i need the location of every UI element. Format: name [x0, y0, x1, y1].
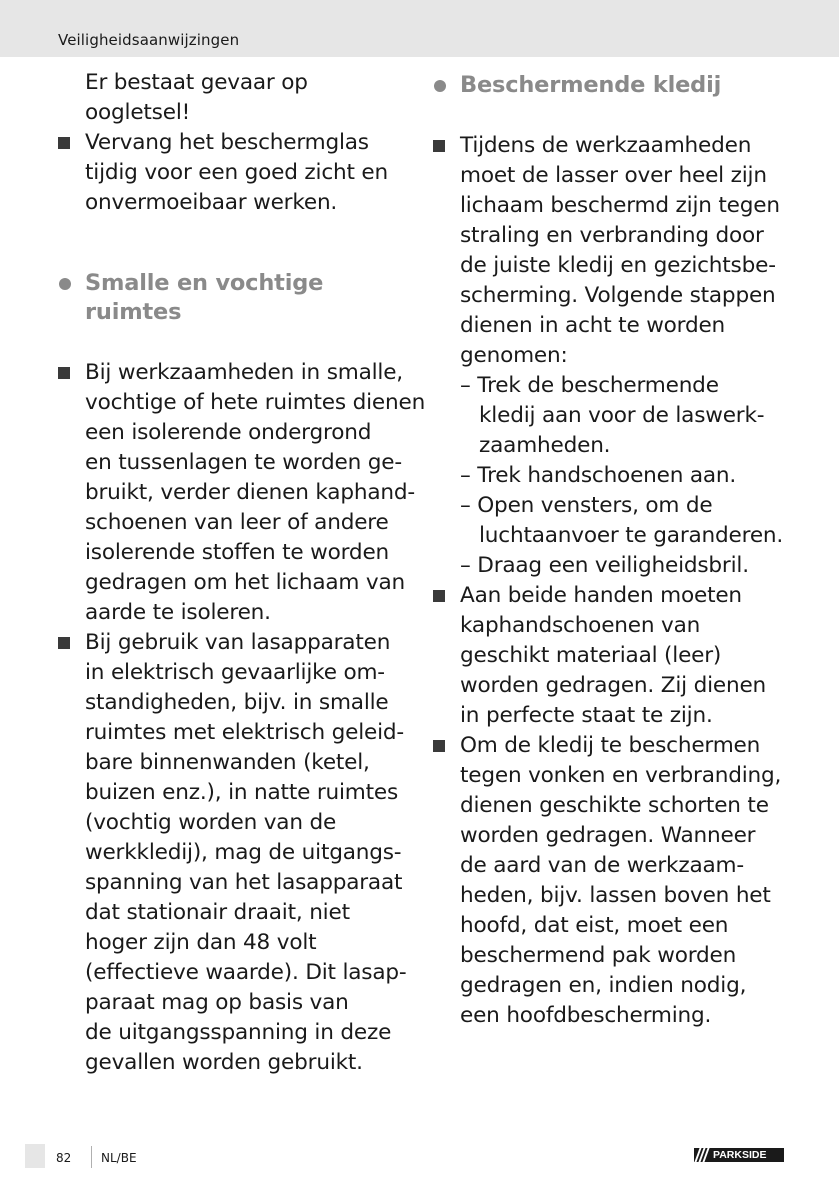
text-line: gedragen en, indien nodig, — [460, 973, 747, 998]
text-line: – Open vensters, om de — [460, 493, 713, 518]
text-line: (vochtig worden van de — [85, 810, 337, 835]
text-line: vochtige of hete ruimtes dienen — [85, 390, 426, 415]
footer-marker — [25, 1144, 45, 1168]
square-bullet-icon — [58, 367, 70, 379]
section-heading-protective-clothing — [433, 71, 785, 100]
text-line: straling en verbranding door — [460, 223, 764, 248]
text-line: zaamheden. — [479, 433, 611, 458]
dash-item — [460, 491, 785, 551]
brand-stripes-icon — [694, 1148, 710, 1162]
left-column — [58, 68, 426, 1078]
text-line: dienen geschikte schorten te — [460, 793, 769, 818]
text-line: gevallen worden gebruikt. — [85, 1050, 363, 1075]
text-line: spanning van het lasapparaat — [85, 870, 403, 895]
text-line: aarde te isoleren. — [85, 600, 271, 625]
text-line: lichaam beschermd zijn tegen — [460, 193, 780, 218]
square-bullet-icon — [433, 140, 445, 152]
dash-item — [460, 551, 785, 581]
text-line: en tussenlagen te worden ge- — [85, 450, 402, 475]
text-line: Bij werkzaamheden in smalle, — [85, 360, 403, 385]
text-line: gedragen om het lichaam van — [85, 570, 405, 595]
text-line: de uitgangsspanning in deze — [85, 1020, 392, 1045]
text-line: – Draag een veiligheidsbril. — [460, 553, 749, 578]
text-line: onvermoeibaar werken. — [85, 190, 338, 215]
text-line: kaphandschoenen van — [460, 613, 701, 638]
footer-divider — [91, 1146, 92, 1168]
section-title: Veiligheidsaanwijzingen — [58, 31, 240, 49]
text-line: Aan beide handen moeten — [460, 583, 742, 608]
heading-line: Smalle en vochtige — [85, 270, 324, 296]
text-line: worden gedragen. Zij dienen — [460, 673, 767, 698]
text-line: hoger zijn dan 48 volt — [85, 930, 317, 955]
circle-bullet-icon — [434, 80, 446, 92]
section-heading-narrow-spaces — [58, 269, 414, 327]
heading-line: ruimtes — [85, 299, 182, 325]
bullet-item-glass — [58, 128, 414, 218]
text-line: de juiste kledij en gezichtsbe- — [460, 253, 776, 278]
bullet-item-narrow-spaces — [58, 358, 426, 628]
text-line: hoofd, dat eist, moet een — [460, 913, 729, 938]
text-line: de aard van de werkzaam- — [460, 853, 744, 878]
text-line: geschikt materiaal (leer) — [460, 643, 722, 668]
text-line: Vervang het beschermglas — [85, 130, 369, 155]
text-line: ruimtes met elektrisch geleid- — [85, 720, 404, 745]
text-line: werkkledij), mag de uitgangs- — [85, 840, 402, 865]
text-line: kledij aan voor de laswerk- — [479, 403, 765, 428]
text-line: bare binnenwanden (ketel, — [85, 750, 370, 775]
text-line: isolerende stoffen te worden — [85, 540, 390, 565]
dash-item — [460, 371, 785, 461]
text-line: standigheden, bijv. in smalle — [85, 690, 389, 715]
brand-name: PARKSIDE — [713, 1149, 767, 1161]
brand-logo — [694, 1148, 784, 1162]
text-line: tijdig voor een goed zicht en — [85, 160, 388, 185]
text-line: heden, bijv. lassen boven het — [460, 883, 771, 908]
text-line: genomen: — [460, 343, 568, 368]
text-line: schoenen van leer of andere — [85, 510, 389, 535]
bullet-item-voltage — [58, 628, 414, 1078]
text-line: dat stationair draait, niet — [85, 900, 350, 925]
square-bullet-icon — [58, 137, 70, 149]
circle-bullet-icon — [59, 278, 71, 290]
text-line: een hoofdbescherming. — [460, 1003, 712, 1028]
language-code: NL/BE — [101, 1151, 137, 1165]
text-line: luchtaanvoer te garanderen. — [479, 523, 784, 548]
square-bullet-icon — [433, 590, 445, 602]
text-line: worden gedragen. Wanneer — [460, 823, 756, 848]
text-line: in elektrisch gevaarlijke om- — [85, 660, 385, 685]
text-line: in perfecte staat te zijn. — [460, 703, 713, 728]
text-line: Er bestaat gevaar op — [85, 70, 308, 95]
right-column — [433, 68, 785, 1031]
text-line: paraat mag op basis van — [85, 990, 349, 1015]
page-number: 82 — [56, 1151, 72, 1165]
bullet-item-body-protection — [433, 131, 785, 581]
heading-line: Beschermende kledij — [460, 72, 722, 98]
text-line: – Trek de beschermende — [460, 373, 719, 398]
text-line: (effectieve waarde). Dit lasap- — [85, 960, 407, 985]
page-header — [0, 0, 839, 57]
dash-list — [460, 371, 785, 581]
square-bullet-icon — [58, 637, 70, 649]
text-line: buizen enz.), in natte ruimtes — [85, 780, 399, 805]
square-bullet-icon — [433, 740, 445, 752]
text-line: een isolerende ondergrond — [85, 420, 372, 445]
text-line: beschermend pak worden — [460, 943, 737, 968]
text-line: Tijdens de werkzaamheden — [460, 133, 752, 158]
bullet-item-apron — [433, 731, 785, 1031]
text-line: Bij gebruik van lasapparaten — [85, 630, 391, 655]
text-line: oogletsel! — [85, 100, 191, 125]
text-line: tegen vonken en verbranding, — [460, 763, 782, 788]
text-line: scherming. Volgende stappen — [460, 283, 776, 308]
dash-item — [460, 461, 785, 491]
text-line: – Trek handschoenen aan. — [460, 463, 737, 488]
text-line: Om de kledij te beschermen — [460, 733, 761, 758]
continued-text — [58, 68, 414, 128]
text-line: moet de lasser over heel zijn — [460, 163, 767, 188]
bullet-item-gloves — [433, 581, 785, 731]
text-line: bruikt, verder dienen kaphand- — [85, 480, 415, 505]
text-line: dienen in acht te worden — [460, 313, 726, 338]
